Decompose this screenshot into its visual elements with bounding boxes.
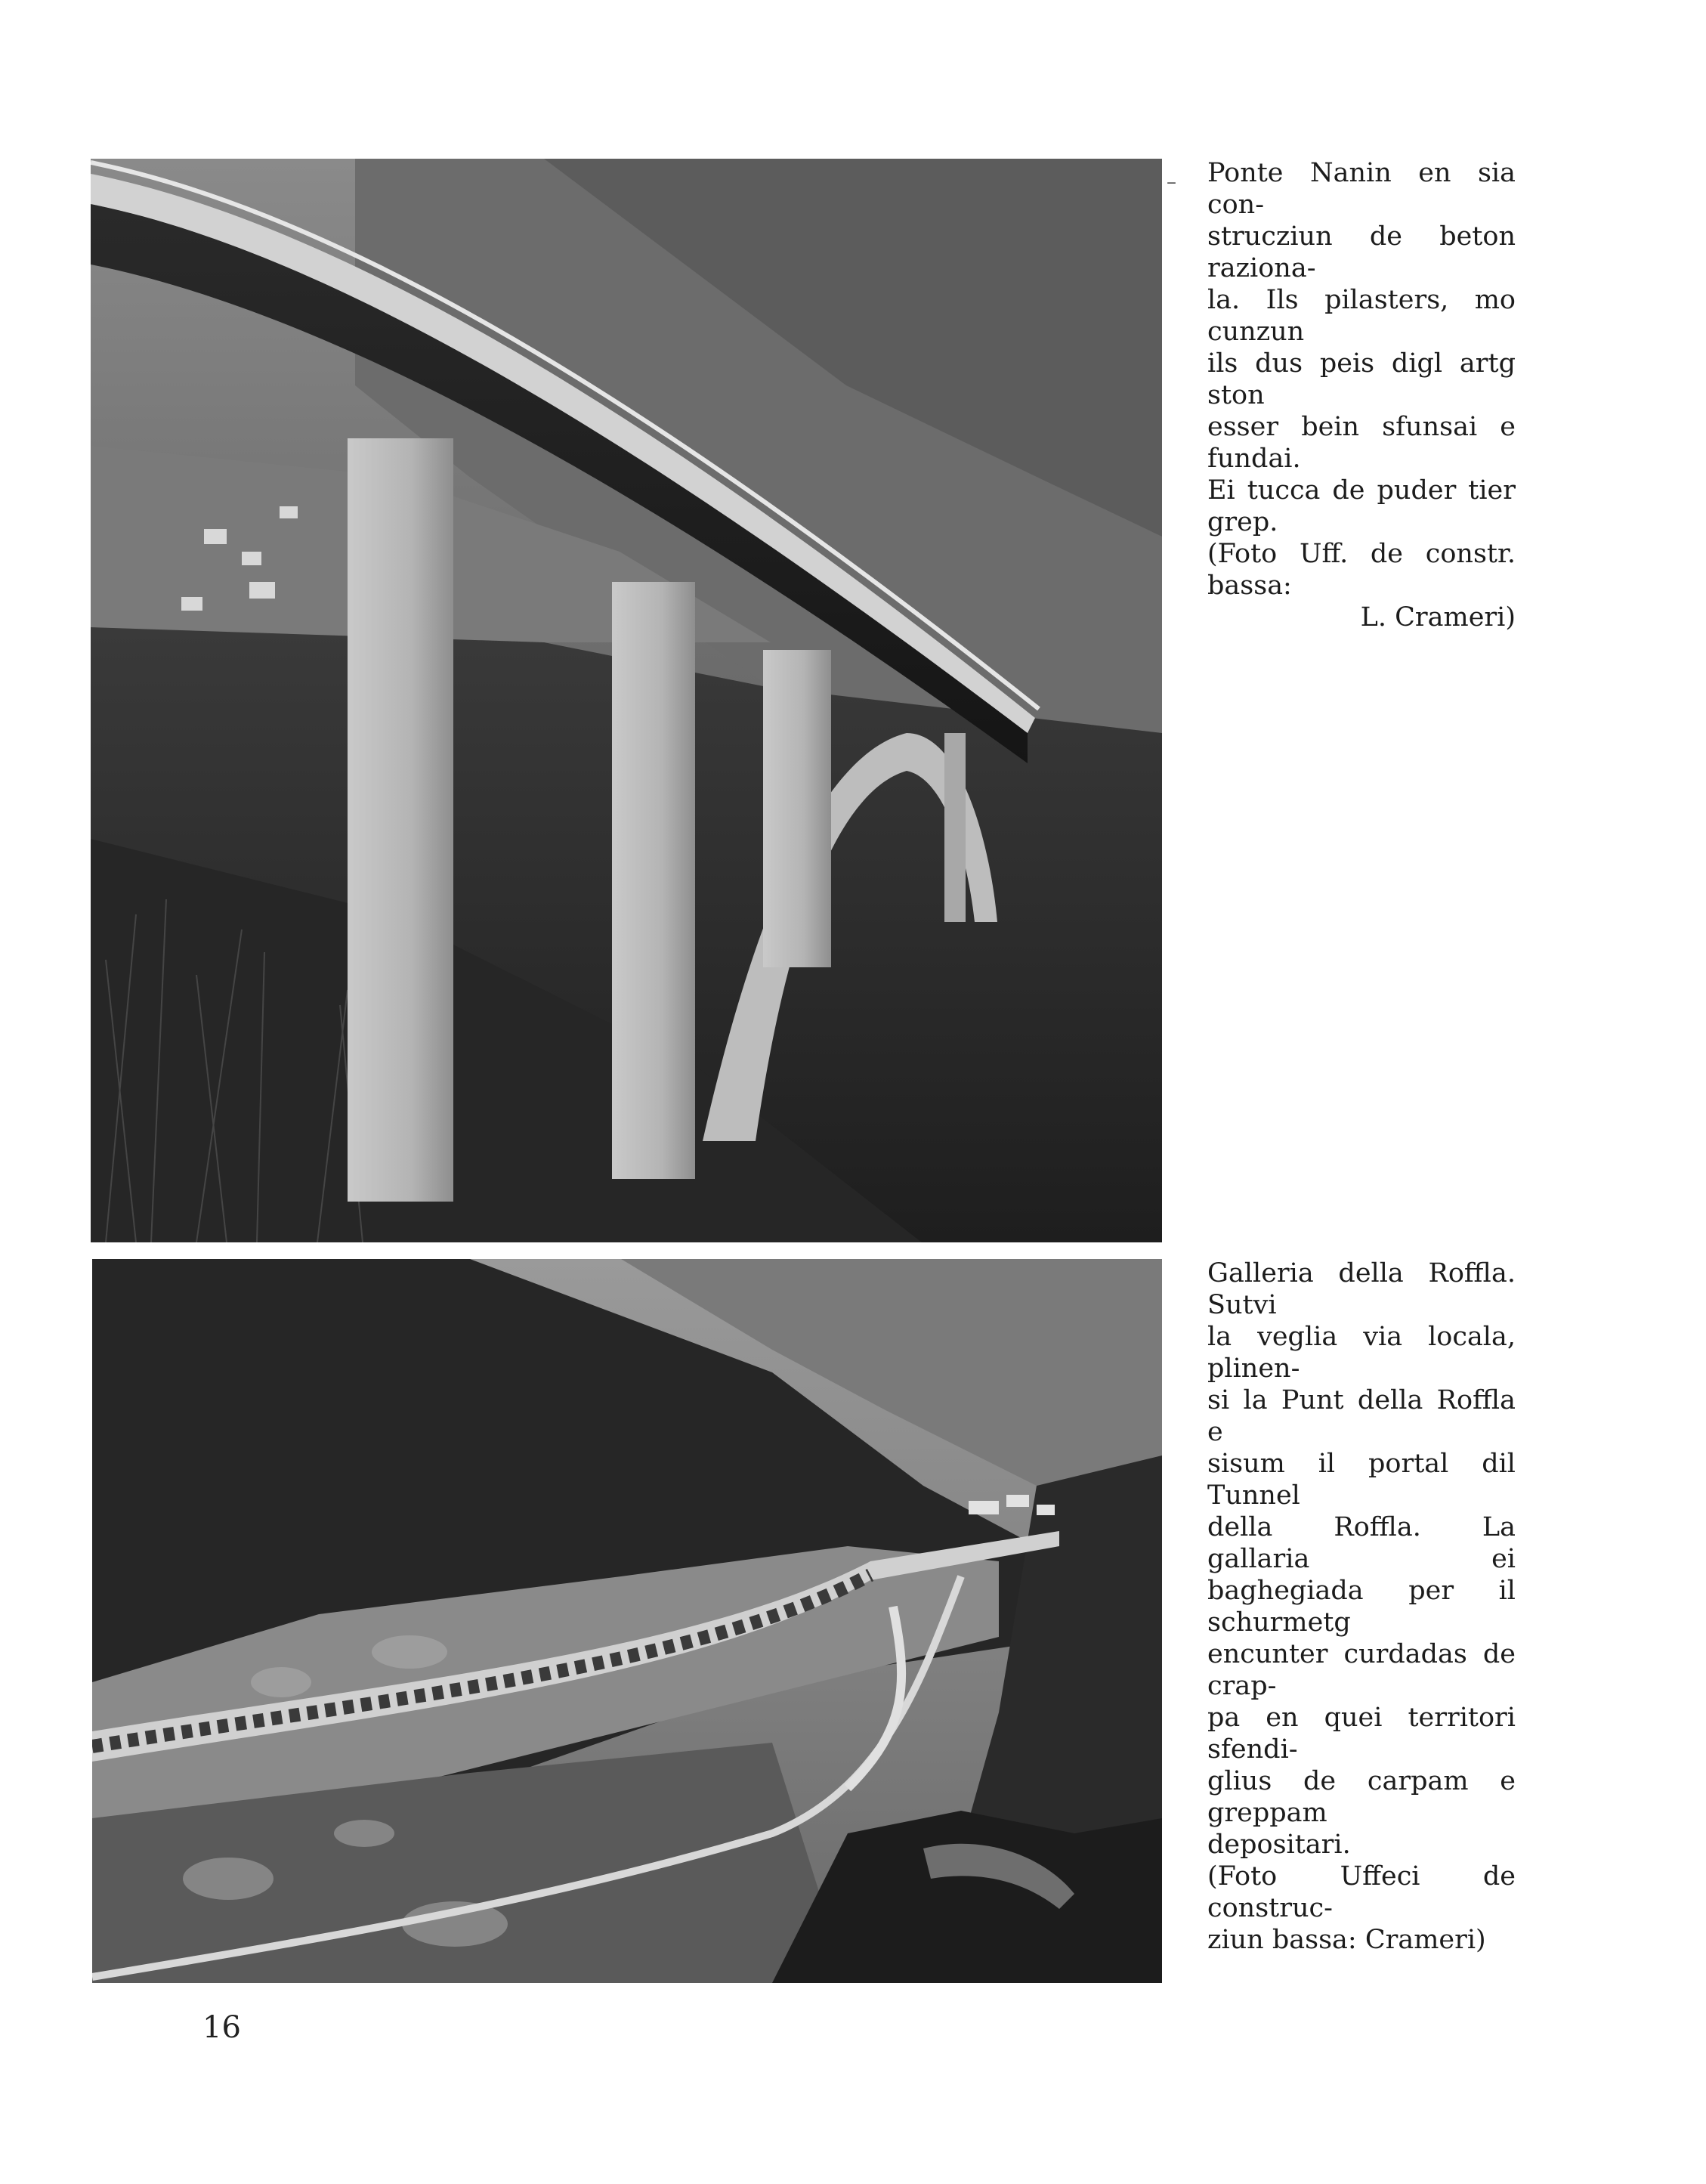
caption-line: Ei tucca de puder tier grep. <box>1207 475 1516 537</box>
caption-line: la. Ils pilasters, mo cunzun <box>1207 285 1516 347</box>
bridge-caption <box>1207 157 1516 633</box>
photo-credit: (Foto Uffeci de construc- <box>1207 1861 1516 1923</box>
caption-line: ils dus peis digl artg ston <box>1207 348 1516 410</box>
caption-line: esser bein sfunsai e fundai. <box>1207 412 1516 474</box>
caption-line: Ponte Nanin en sia con- <box>1207 158 1516 220</box>
gallery-caption <box>1207 1258 1516 1956</box>
caption-line: encunter curdadas de crap- <box>1207 1639 1516 1701</box>
caption-line: strucziun de beton raziona- <box>1207 221 1516 283</box>
caption-line: pa en quei territori sfendi- <box>1207 1703 1516 1765</box>
bridge-photo-illustration <box>91 159 1162 1242</box>
caption-line: sisum il portal dil Tunnel <box>1207 1449 1516 1511</box>
bridge-photo <box>91 159 1162 1242</box>
gallery-photo <box>92 1259 1162 1983</box>
photo-credit: ziun bassa: Crameri) <box>1207 1925 1486 1955</box>
caption-line: depositari. <box>1207 1830 1351 1860</box>
caption-line: la veglia via locala, plinen- <box>1207 1322 1516 1384</box>
caption-line: glius de carpam e greppam <box>1207 1766 1516 1828</box>
caption-line: (Foto Uff. de constr. bassa: <box>1207 539 1516 601</box>
caption-line: si la Punt della Roffla e <box>1207 1385 1516 1447</box>
caption-line: baghegiada per il schurmetg <box>1207 1576 1516 1638</box>
page-number: 16 <box>202 2010 241 2045</box>
photo-credit: L. Crameri) <box>1360 602 1516 633</box>
caption-line: della Roffla. La gallaria ei <box>1207 1512 1516 1574</box>
caption-line: Galleria della Roffla. Sutvi <box>1207 1258 1516 1320</box>
caption-marker: – <box>1167 171 1176 193</box>
gallery-photo-illustration <box>92 1259 1162 1983</box>
